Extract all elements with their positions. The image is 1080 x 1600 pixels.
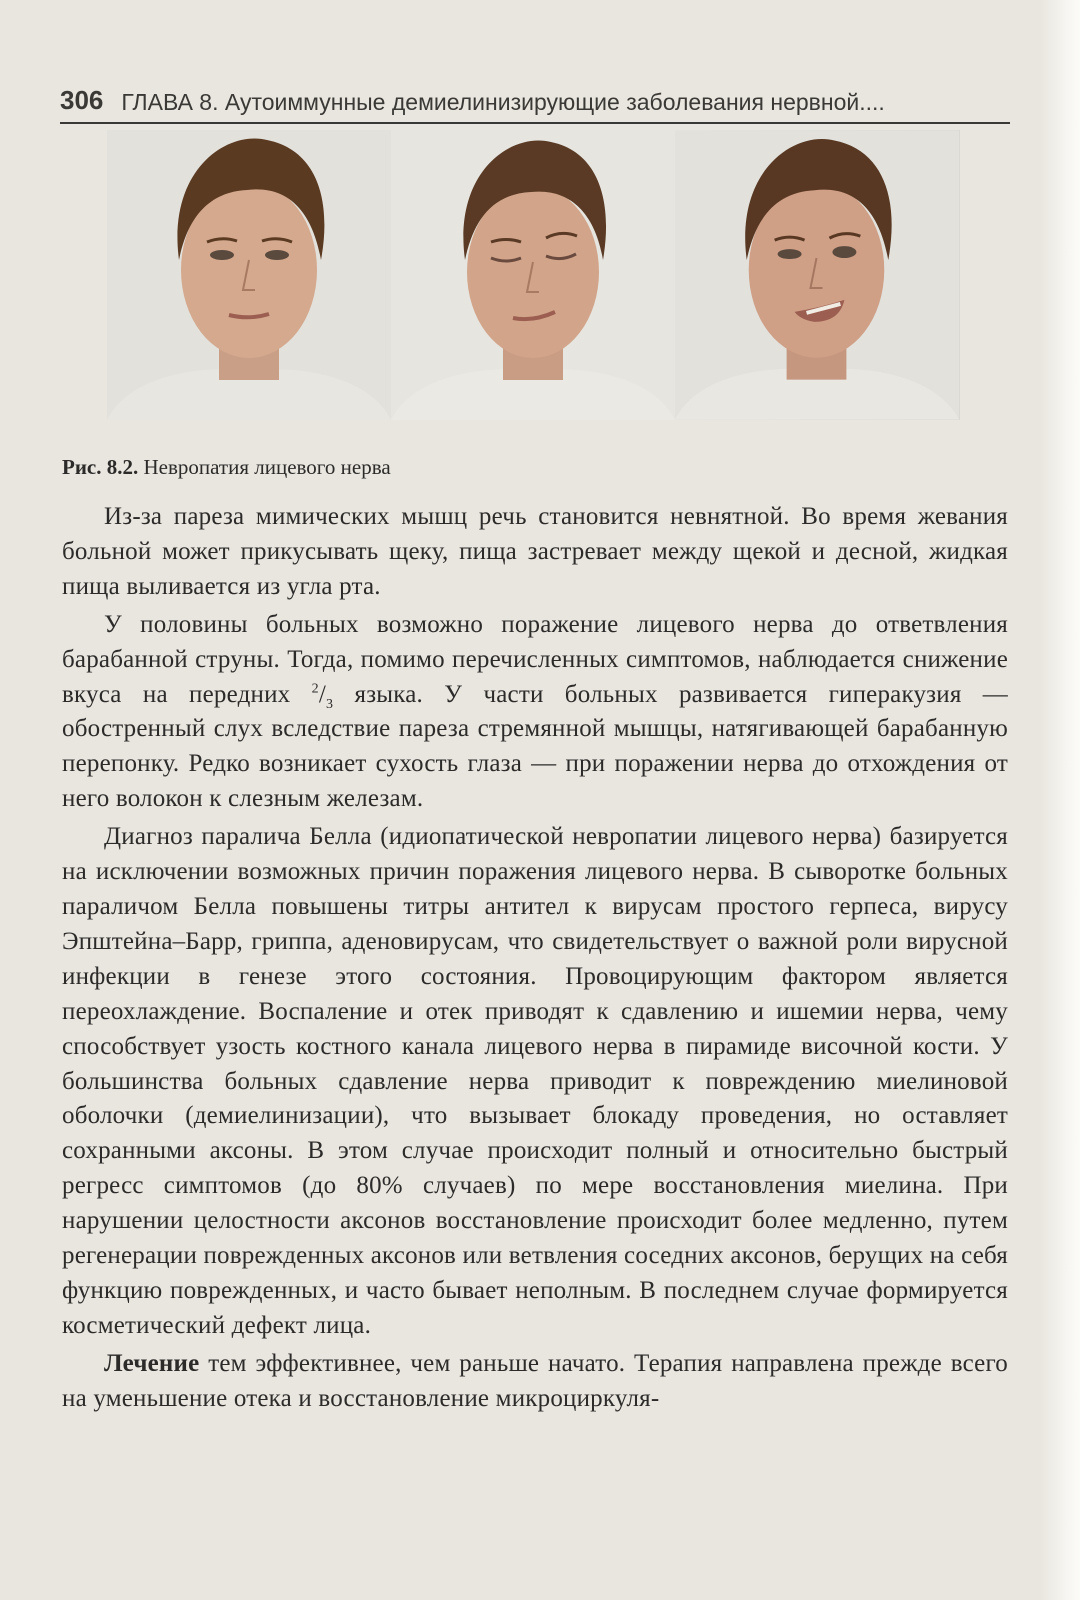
page-number: 306 — [60, 85, 104, 115]
treatment-text: тем эффективнее, чем раньше начато. Терапия направлена прежде всего на уменьшение отека и восстановление микроциркуля- — [62, 1349, 1008, 1412]
figure-caption — [62, 455, 1002, 480]
paragraph-treatment — [62, 1347, 1008, 1417]
page-edge-shade — [1040, 0, 1080, 1600]
face-illustration-eyes-closed — [391, 130, 675, 420]
figure-facial-neuropathy-photos — [107, 130, 960, 420]
fraction-numerator: 2 — [311, 681, 319, 697]
paragraph-speech-impairment: Из-за пареза мимических мышц речь становится невнятной. Во время жевания больной может прикусывать щеку, пища застревает между щекой и десной, жидкая пища выливается из угла рта. — [62, 503, 1008, 600]
figure-caption-text: Невропатия лицевого нерва — [138, 455, 391, 479]
paragraph-bell-palsy-diagnosis: Диагноз паралича Белла (идиопатической невропатии лицевого нерва) базируется на исключении возможных причин поражения лицевого нерва. В сыворотке больных параличом Белла повышены титры антител к вирусам простого герпеса, вирусу Эпштейна–Барр, гриппа, аденовирусам, что свидетельствует о важной роли вирусной инфекции в генезе этого состояния. Провоцирующим фактором является переохлаждение. Воспаление и отек приводят к сдавлению и ишемии нерва, чему способствует узость костного канала лицевого нерва в пирамиде височной кости. У большинства больных сдавление нерва приводит к повреждению миелиновой оболочки (демиелинизации), что вызывает блокаду проведения, но оставляет сохранными аксоны. В этом случае происходит полный и относительно быстрый регресс симптомов (до 80% случаев) по мере восстановления миелина. При нарушении целостности аксонов восстановление происходит более медленно, путем регенерации поврежденных аксонов или ветвления соседних аксонов, берущих на себя функцию поврежденных, и часто бывает неполным. В последнем случае формируется косметический дефект лица. — [62, 823, 1008, 1339]
treatment-lead-word: Лечение — [104, 1349, 200, 1377]
body-text — [62, 500, 1008, 1417]
fraction-denominator: 3 — [326, 696, 334, 712]
face-illustration-smile — [675, 130, 959, 420]
paragraph-chorda-tympani-part-a: У половины больных возможно поражение лицевого нерва до ответвления барабанной струны. Тогда, помимо перечисленных симптомов, наблюдается снижение вкуса на передних — [62, 610, 1008, 708]
patient-photo-smile-asymmetry — [675, 130, 959, 420]
patient-photo-eyes-closed — [391, 130, 675, 420]
paragraph-chorda-tympani: У половины больных возможно поражение лицевого нерва до ответвления барабанной струны. Тогда, помимо перечисленных симптомов, наблюдается снижение вкуса на передних $^2/_3$ языка. У части больных развивается гиперакузия — обостренный слух вследствие пареза стремянной мышцы, натягивающей барабанную перепонку. Редко возникает сухость глаза — при поражении нерва до отхождения от него волокон к слезным железам. — [62, 610, 1009, 813]
paragraph-chorda-tympani-part-b: языка. У части больных развивается гиперакузия — обостренный слух вследствие пареза стремянной мышцы, натягивающей барабанную перепонку. Редко возникает сухость глаза — при поражении нерва до отхождения от него волокон к слезным железам. — [62, 680, 1009, 813]
chapter-title: ГЛАВА 8. Аутоиммунные демиелинизирующие заболевания нервной.... — [121, 89, 885, 115]
figure-caption-label: Рис. 8.2. — [62, 455, 139, 479]
running-header — [60, 84, 1010, 124]
patient-photo-neutral — [107, 130, 391, 420]
face-illustration-neutral — [107, 130, 391, 420]
